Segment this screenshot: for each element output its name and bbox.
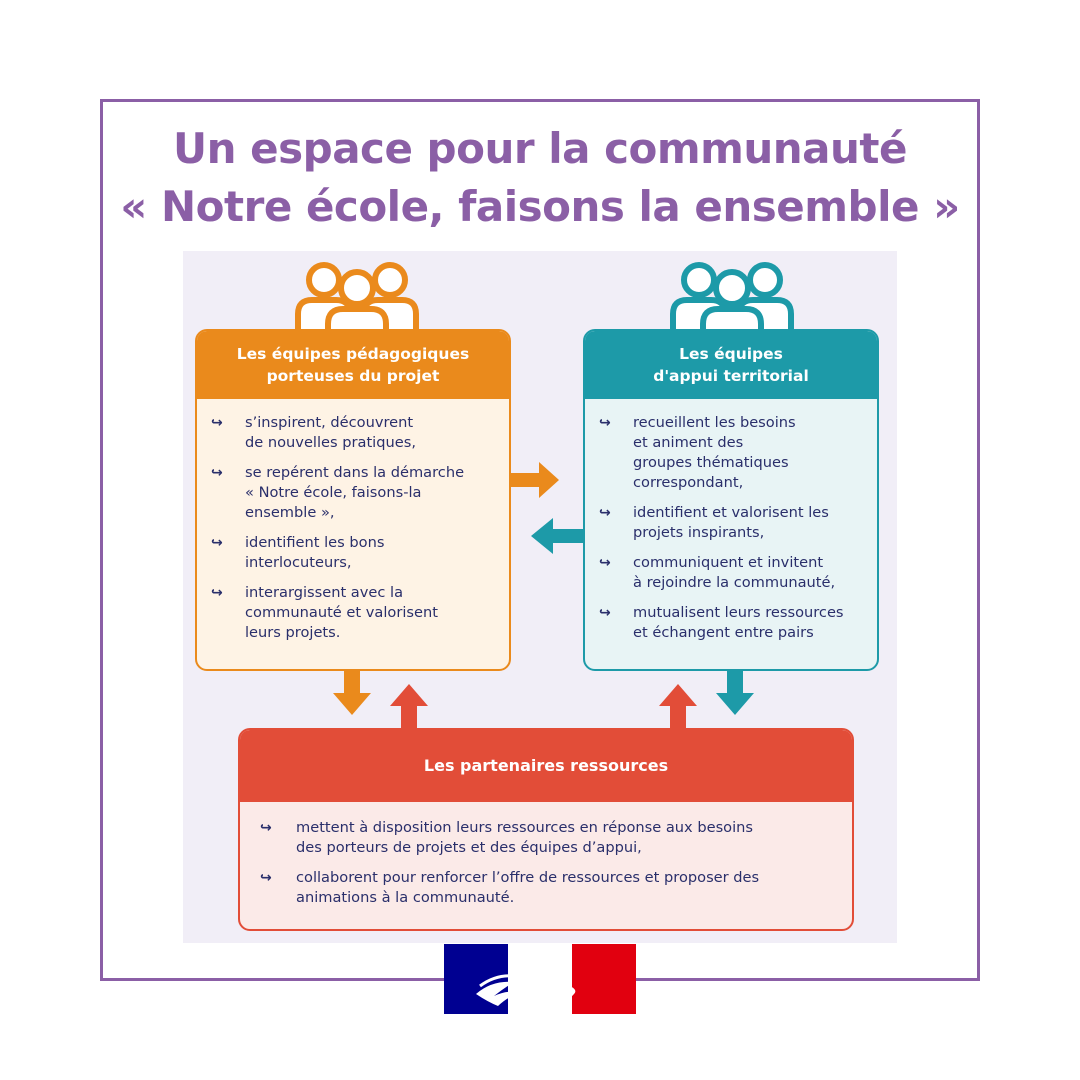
item-line: à rejoindre la communauté, (633, 574, 836, 591)
card-header (585, 331, 877, 399)
item-line: interlocuteurs, (245, 554, 352, 571)
arrow-down-icon (716, 671, 754, 715)
item-line: mettent à disposition leurs ressources en réponse aux besoins (296, 819, 754, 836)
item-line: projets inspirants, (633, 524, 765, 541)
item-line: et animent des (633, 434, 744, 451)
item-line: leurs projets. (245, 624, 341, 641)
page-title (100, 120, 980, 236)
item-line: des porteurs de projets et des équipes d’appui, (296, 839, 642, 856)
list-item (260, 868, 832, 908)
item-line: interargissent avec la (245, 584, 404, 601)
card-title-line: Les équipes pédagogiques (236, 345, 470, 363)
arrow-bullet-icon: ↪ (211, 585, 223, 601)
item-line: et échangent entre pairs (633, 624, 814, 641)
arrow-bullet-icon: ↪ (599, 605, 611, 621)
arrow-bullet-icon: ↪ (211, 535, 223, 551)
arrow-left-icon (531, 518, 583, 554)
arrow-right-icon (511, 462, 559, 498)
people-group-icon (292, 258, 422, 334)
item-line: mutualisent leurs ressources (633, 604, 844, 621)
list-item (599, 503, 863, 543)
list-item (211, 413, 495, 453)
arrow-up-icon (390, 684, 428, 728)
item-line: animations à la communauté. (296, 889, 515, 906)
list-item (211, 583, 495, 643)
title-line-1: Un espace pour la communauté (173, 124, 907, 173)
arrow-bullet-icon: ↪ (211, 465, 223, 481)
arrow-bullet-icon: ↪ (211, 415, 223, 431)
item-line: ensemble », (245, 504, 335, 521)
card-territorial-teams (583, 329, 879, 671)
list-item (211, 463, 495, 523)
item-line: collaborent pour renforcer l’offre de ressources et proposer des (296, 869, 760, 886)
arrow-bullet-icon: ↪ (599, 415, 611, 431)
item-line: identifient les bons (245, 534, 385, 551)
card-header (240, 730, 852, 802)
item-line: « Notre école, faisons-la (245, 484, 422, 501)
card-resource-partners (238, 728, 854, 931)
list-item (260, 818, 832, 858)
arrow-down-icon (333, 671, 371, 715)
list-item (599, 553, 863, 593)
item-line: correspondant, (633, 474, 744, 491)
item-line: groupes thématiques (633, 454, 789, 471)
card-title: Les partenaires ressources (423, 756, 669, 775)
arrow-bullet-icon: ↪ (599, 505, 611, 521)
item-line: identifient et valorisent les (633, 504, 829, 521)
card-title-line: porteuses du projet (266, 367, 440, 385)
arrow-bullet-icon: ↪ (260, 820, 272, 836)
arrow-up-icon (659, 684, 697, 728)
item-line: se repérent dans la démarche (245, 464, 465, 481)
list-item (211, 533, 495, 573)
card-body (197, 399, 509, 663)
card-header (197, 331, 509, 399)
arrow-bullet-icon: ↪ (599, 555, 611, 571)
item-line: recueillent les besoins (633, 414, 796, 431)
card-body (240, 802, 852, 928)
title-line-2: « Notre école, faisons la ensemble » (120, 182, 960, 231)
marianne-icon (470, 946, 590, 1012)
card-body (585, 399, 877, 663)
list-item (599, 603, 863, 643)
item-line: communauté et valorisent (245, 604, 438, 621)
item-line: de nouvelles pratiques, (245, 434, 416, 451)
card-title-line: d'appui territorial (653, 367, 809, 385)
item-line: communiquent et invitent (633, 554, 824, 571)
arrow-bullet-icon: ↪ (260, 870, 272, 886)
item-line: s’inspirent, découvrent (245, 414, 414, 431)
card-pedagogical-teams (195, 329, 511, 671)
card-title-line: Les équipes (679, 345, 783, 363)
people-group-icon (667, 258, 797, 334)
list-item (599, 413, 863, 493)
